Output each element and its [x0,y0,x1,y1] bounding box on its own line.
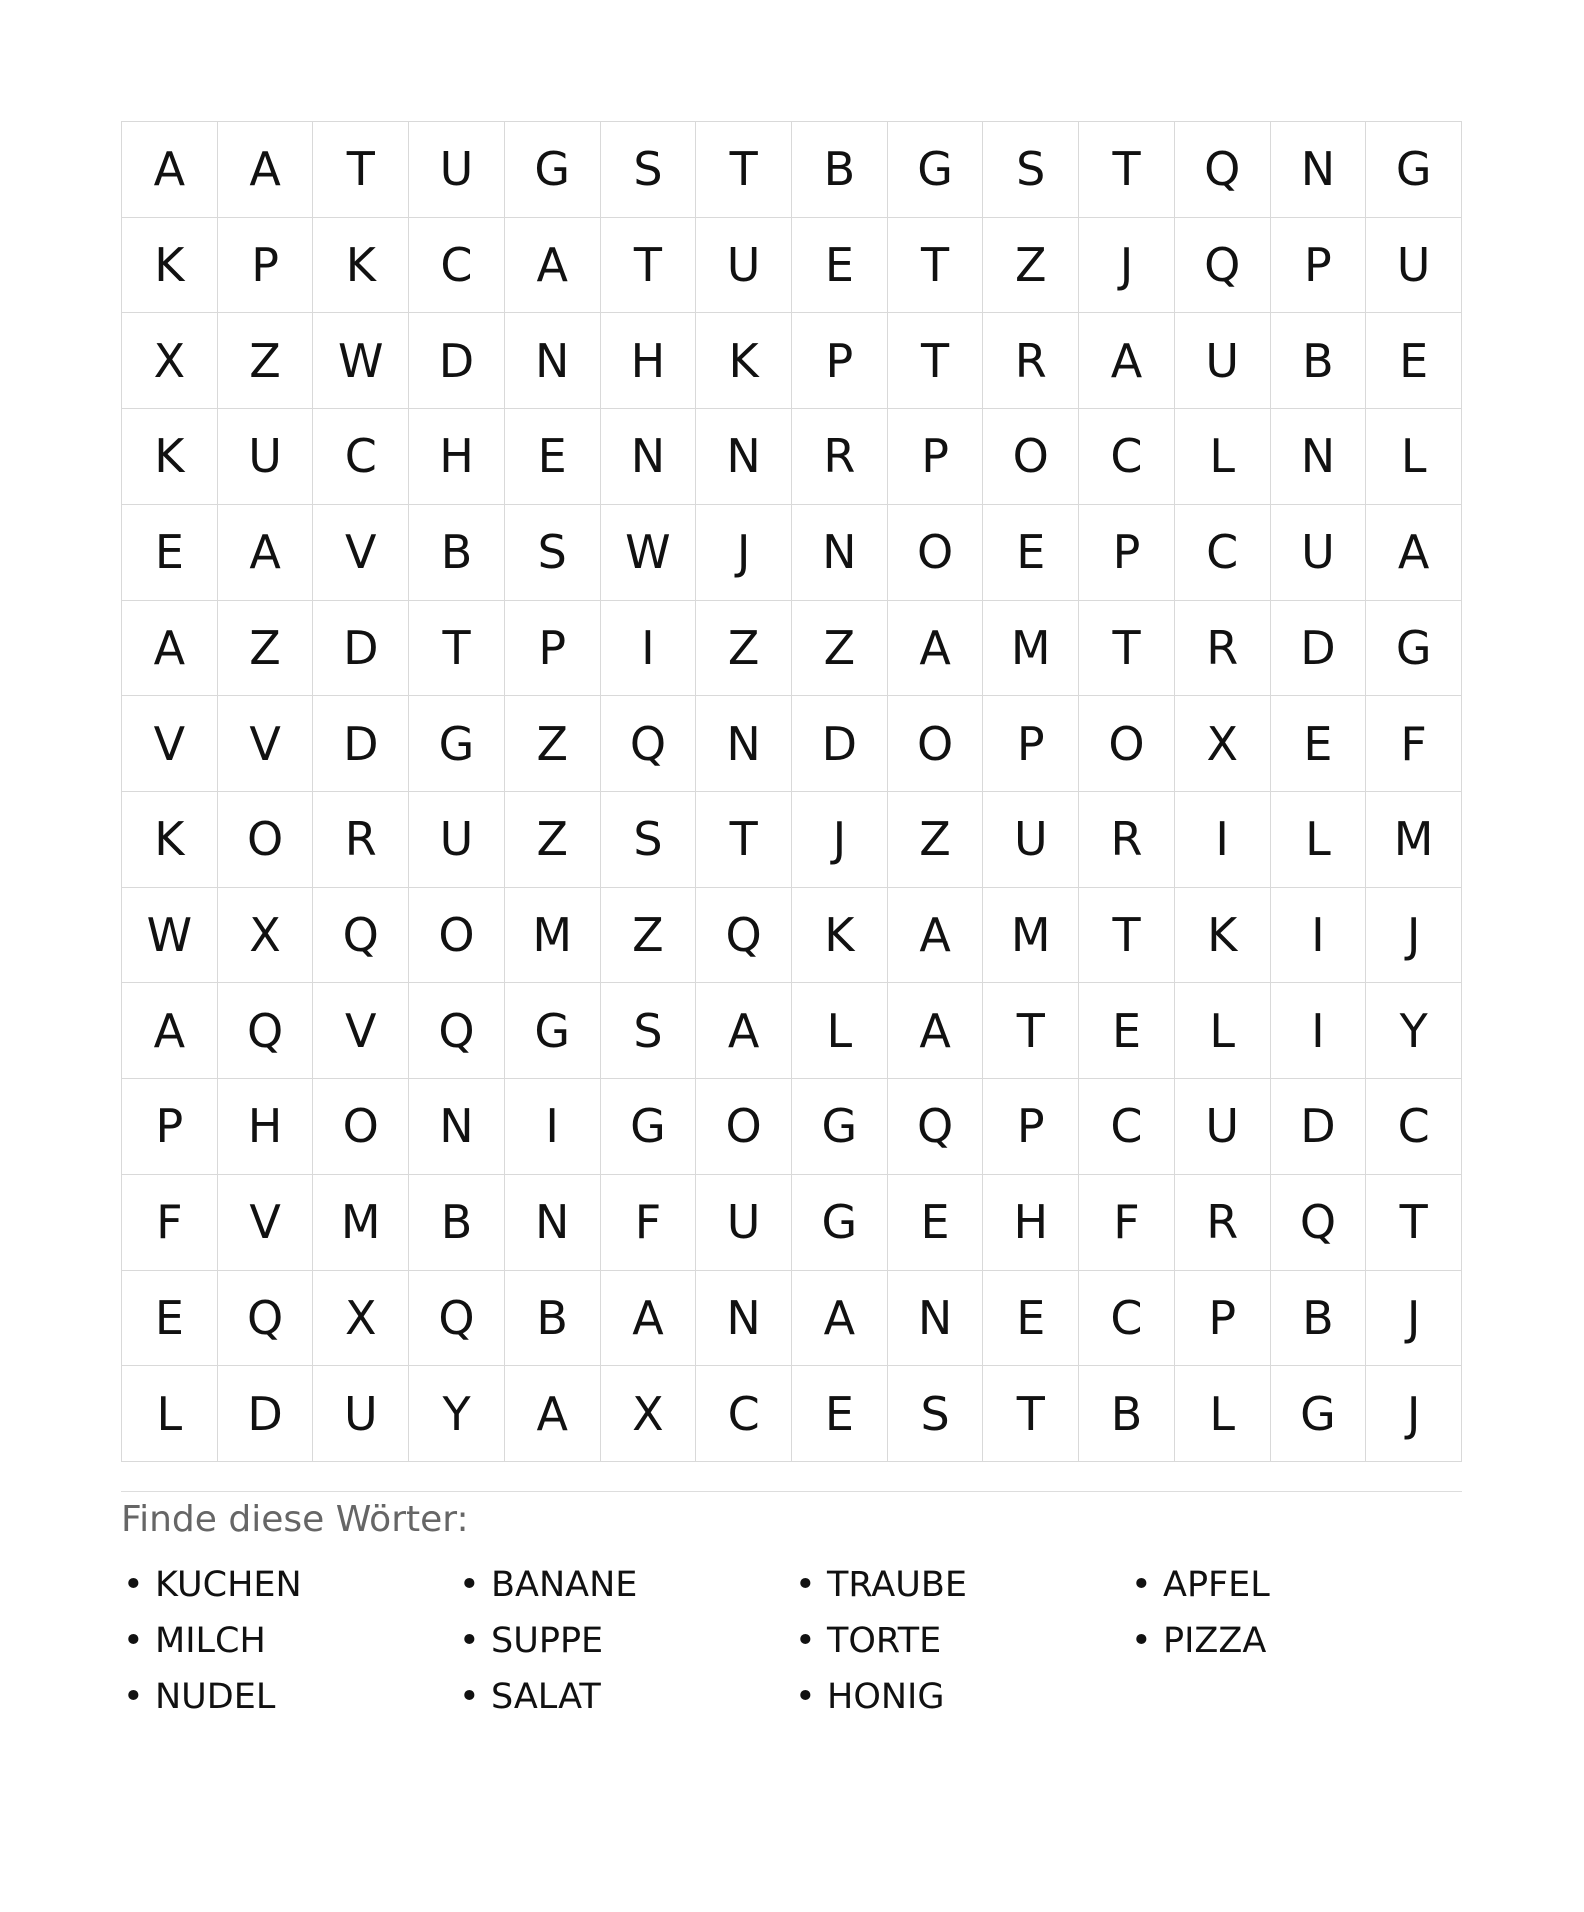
letter-cell[interactable]: K [313,218,409,314]
letter-cell[interactable]: Q [1175,122,1271,218]
word-label: SUPPE [491,1621,604,1661]
letter-cell[interactable]: Q [1271,1175,1367,1271]
letter-cell[interactable]: Z [505,792,601,888]
letter-cell[interactable]: V [313,505,409,601]
word-label: PIZZA [1163,1621,1267,1661]
letter-cell[interactable]: S [601,122,697,218]
letter-cell[interactable]: I [505,1079,601,1175]
letter-cell[interactable]: L [1366,409,1462,505]
letter-cell[interactable]: N [505,313,601,409]
word-list-item [793,1613,1129,1669]
letter-cell[interactable]: O [409,888,505,984]
letter-cell[interactable]: I [1271,983,1367,1079]
word-label: MILCH [155,1621,266,1661]
letter-cell[interactable]: Z [792,601,888,697]
word-label: KUCHEN [155,1565,302,1605]
letter-cell[interactable]: W [122,888,218,984]
letter-cell[interactable]: P [505,601,601,697]
letter-cell[interactable]: C [1366,1079,1462,1175]
letter-cell[interactable]: P [888,409,984,505]
letter-cell[interactable]: B [1271,313,1367,409]
bullet-icon: • [795,1621,816,1661]
letter-cell[interactable]: S [601,983,697,1079]
letter-cell[interactable]: P [122,1079,218,1175]
letter-cell[interactable]: K [1175,888,1271,984]
letter-cell[interactable]: N [792,505,888,601]
letter-cell[interactable]: G [409,696,505,792]
letter-cell[interactable]: A [888,888,984,984]
letter-cell[interactable]: E [792,218,888,314]
letter-cell[interactable]: N [601,409,697,505]
word-label: TRAUBE [827,1565,967,1605]
word-label: SALAT [491,1677,601,1717]
letter-cell[interactable]: D [1271,601,1367,697]
letter-cell[interactable]: M [505,888,601,984]
letter-cell[interactable]: A [1079,313,1175,409]
letter-cell[interactable]: H [218,1079,314,1175]
letter-cell[interactable]: C [1175,505,1271,601]
letter-cell[interactable]: R [1175,601,1271,697]
letter-cell[interactable]: V [313,983,409,1079]
letter-cell[interactable]: O [696,1079,792,1175]
letter-cell[interactable]: J [1366,1271,1462,1367]
letter-cell[interactable]: U [1271,505,1367,601]
letter-cell[interactable]: I [1271,888,1367,984]
word-label: BANANE [491,1565,638,1605]
letter-cell[interactable]: X [218,888,314,984]
letter-cell[interactable]: H [983,1175,1079,1271]
letter-cell[interactable]: U [696,1175,792,1271]
word-list-item [457,1557,793,1613]
letter-cell[interactable]: Z [696,601,792,697]
word-label: TORTE [827,1621,942,1661]
letter-cell[interactable]: K [122,218,218,314]
letter-cell[interactable]: E [983,505,1079,601]
letter-cell[interactable]: I [1175,792,1271,888]
letter-cell[interactable]: T [601,218,697,314]
word-list-item [121,1613,457,1669]
letter-cell[interactable]: Y [1366,983,1462,1079]
letter-cell[interactable]: A [122,983,218,1079]
word-list-item [793,1557,1129,1613]
letter-cell[interactable]: L [122,1366,218,1462]
letter-cell[interactable]: B [1079,1366,1175,1462]
word-list-item [1129,1557,1465,1613]
bullet-icon: • [1131,1621,1152,1661]
letter-cell[interactable]: A [696,983,792,1079]
letter-cell[interactable]: K [122,409,218,505]
letter-cell[interactable]: P [983,1079,1079,1175]
letter-cell[interactable]: N [696,1271,792,1367]
letter-cell[interactable]: A [888,601,984,697]
letter-cell[interactable]: G [505,983,601,1079]
word-list-item [121,1557,457,1613]
bullet-icon: • [1131,1565,1152,1605]
divider [121,1491,1462,1492]
letter-cell[interactable]: A [218,122,314,218]
letter-cell[interactable]: T [888,218,984,314]
letter-cell[interactable]: U [1366,218,1462,314]
letter-cell[interactable]: G [1271,1366,1367,1462]
word-label: APFEL [1163,1565,1270,1605]
letter-cell[interactable]: U [696,218,792,314]
letter-cell[interactable]: D [409,313,505,409]
letter-cell[interactable]: X [601,1366,697,1462]
letter-cell[interactable]: U [218,409,314,505]
letter-cell[interactable]: U [1175,313,1271,409]
letter-cell[interactable]: N [696,696,792,792]
letter-cell[interactable]: G [792,1079,888,1175]
letter-cell[interactable]: J [792,792,888,888]
letter-cell[interactable]: J [1366,888,1462,984]
word-list [121,1557,1462,1725]
letter-cell[interactable]: D [218,1366,314,1462]
letter-cell[interactable]: M [313,1175,409,1271]
letter-cell[interactable]: J [1079,218,1175,314]
letter-cell[interactable]: N [409,1079,505,1175]
letter-cell[interactable]: E [983,1271,1079,1367]
letter-cell[interactable]: C [1079,1271,1175,1367]
letter-cell[interactable]: D [792,696,888,792]
letter-cell[interactable]: E [1079,983,1175,1079]
letter-cell[interactable]: W [313,313,409,409]
letter-cell[interactable]: P [218,218,314,314]
letter-cell[interactable]: E [1271,696,1367,792]
letter-cell[interactable]: X [313,1271,409,1367]
letter-cell[interactable]: F [1079,1175,1175,1271]
letter-cell[interactable]: Z [983,218,1079,314]
letter-cell[interactable]: O [888,505,984,601]
letter-cell[interactable]: X [1175,696,1271,792]
letter-cell[interactable]: K [792,888,888,984]
letter-cell[interactable]: B [409,505,505,601]
letter-cell[interactable]: Q [313,888,409,984]
letter-cell[interactable]: Q [218,983,314,1079]
letter-cell[interactable]: C [696,1366,792,1462]
letter-grid [121,121,1462,1462]
letter-cell[interactable]: N [1271,122,1367,218]
letter-cell[interactable]: F [122,1175,218,1271]
word-list-item [121,1669,457,1725]
letter-cell[interactable]: T [696,122,792,218]
letter-cell[interactable]: O [983,409,1079,505]
letter-cell[interactable]: T [983,1366,1079,1462]
letter-cell[interactable]: N [888,1271,984,1367]
letter-cell[interactable]: A [505,218,601,314]
word-list-heading: Finde diese Wörter: [121,1499,469,1540]
letter-cell[interactable]: T [409,601,505,697]
letter-cell[interactable]: R [792,409,888,505]
bullet-icon: • [459,1677,480,1717]
letter-cell[interactable]: P [1175,1271,1271,1367]
letter-cell[interactable]: C [1079,1079,1175,1175]
letter-cell[interactable]: J [696,505,792,601]
word-list-item [457,1669,793,1725]
letter-cell[interactable]: Q [409,983,505,1079]
letter-cell[interactable]: O [313,1079,409,1175]
letter-cell[interactable]: E [505,409,601,505]
letter-cell[interactable]: N [1271,409,1367,505]
letter-cell[interactable]: A [601,1271,697,1367]
letter-cell[interactable]: E [888,1175,984,1271]
letter-cell[interactable]: B [1271,1271,1367,1367]
letter-cell[interactable]: A [505,1366,601,1462]
letter-cell[interactable]: H [601,313,697,409]
letter-cell[interactable]: U [409,792,505,888]
word-list-item [1129,1613,1465,1669]
letter-cell[interactable]: C [313,409,409,505]
letter-cell[interactable]: J [1366,1366,1462,1462]
letter-cell[interactable]: T [313,122,409,218]
letter-cell[interactable]: A [122,122,218,218]
letter-cell[interactable]: Q [218,1271,314,1367]
letter-cell[interactable]: F [601,1175,697,1271]
letter-cell[interactable]: V [218,1175,314,1271]
letter-cell[interactable]: E [792,1366,888,1462]
letter-cell[interactable]: R [983,313,1079,409]
word-label: HONIG [827,1677,945,1717]
letter-cell[interactable]: L [1175,409,1271,505]
letter-cell[interactable]: G [888,122,984,218]
letter-cell[interactable]: S [505,505,601,601]
letter-cell[interactable]: Q [888,1079,984,1175]
letter-cell[interactable]: G [601,1079,697,1175]
letter-cell[interactable]: C [409,218,505,314]
bullet-icon: • [123,1621,144,1661]
bullet-icon: • [459,1621,480,1661]
letter-cell[interactable]: Y [409,1366,505,1462]
letter-cell[interactable]: S [983,122,1079,218]
bullet-icon: • [795,1565,816,1605]
letter-cell[interactable]: A [792,1271,888,1367]
letter-cell[interactable]: V [122,696,218,792]
letter-cell[interactable]: Q [696,888,792,984]
letter-cell[interactable]: M [1366,792,1462,888]
letter-cell[interactable]: S [888,1366,984,1462]
letter-cell[interactable]: C [1079,409,1175,505]
word-list-item [793,1669,1129,1725]
letter-cell[interactable]: Z [218,601,314,697]
letter-cell[interactable]: T [1366,1175,1462,1271]
letter-cell[interactable]: D [313,696,409,792]
letter-cell[interactable]: A [122,601,218,697]
letter-cell[interactable]: L [1175,983,1271,1079]
letter-cell[interactable]: Z [888,792,984,888]
letter-cell[interactable]: P [792,313,888,409]
letter-cell[interactable]: E [122,1271,218,1367]
letter-cell[interactable]: T [888,313,984,409]
letter-cell[interactable]: L [1271,792,1367,888]
letter-cell[interactable]: S [601,792,697,888]
letter-cell[interactable]: G [1366,122,1462,218]
letter-cell[interactable]: A [1366,505,1462,601]
letter-cell[interactable]: B [792,122,888,218]
letter-cell[interactable]: P [1271,218,1367,314]
letter-cell[interactable]: K [122,792,218,888]
letter-cell[interactable]: D [1271,1079,1367,1175]
letter-cell[interactable]: U [983,792,1079,888]
letter-cell[interactable]: T [1079,122,1175,218]
letter-cell[interactable]: P [983,696,1079,792]
letter-cell[interactable]: A [218,505,314,601]
letter-cell[interactable]: Q [1175,218,1271,314]
letter-cell[interactable]: B [409,1175,505,1271]
letter-cell[interactable]: O [1079,696,1175,792]
letter-cell[interactable]: G [792,1175,888,1271]
letter-cell[interactable]: O [888,696,984,792]
letter-cell[interactable]: Q [409,1271,505,1367]
letter-cell[interactable]: M [983,888,1079,984]
letter-cell[interactable]: T [983,983,1079,1079]
letter-cell[interactable]: R [1175,1175,1271,1271]
letter-cell[interactable]: E [122,505,218,601]
letter-cell[interactable]: T [696,792,792,888]
letter-cell[interactable]: N [696,409,792,505]
letter-cell[interactable]: F [1366,696,1462,792]
letter-cell[interactable]: L [1175,1366,1271,1462]
letter-cell[interactable]: W [601,505,697,601]
letter-cell[interactable]: V [218,696,314,792]
letter-cell[interactable]: H [409,409,505,505]
letter-cell[interactable]: T [1079,888,1175,984]
letter-cell[interactable]: U [1175,1079,1271,1175]
word-list-item [457,1613,793,1669]
letter-cell[interactable]: D [313,601,409,697]
letter-cell[interactable]: U [313,1366,409,1462]
letter-cell[interactable]: Z [505,696,601,792]
letter-cell[interactable]: T [1079,601,1175,697]
letter-cell[interactable]: U [409,122,505,218]
letter-cell[interactable]: G [1366,601,1462,697]
bullet-icon: • [123,1677,144,1717]
letter-cell[interactable]: K [696,313,792,409]
letter-cell[interactable]: O [218,792,314,888]
letter-cell[interactable]: G [505,122,601,218]
letter-cell[interactable]: I [601,601,697,697]
bullet-icon: • [795,1677,816,1717]
letter-cell[interactable]: R [313,792,409,888]
letter-cell[interactable]: P [1079,505,1175,601]
letter-cell[interactable]: N [505,1175,601,1271]
letter-cell[interactable]: E [1366,313,1462,409]
word-label: NUDEL [155,1677,276,1717]
letter-cell[interactable]: L [792,983,888,1079]
letter-cell[interactable]: Z [218,313,314,409]
letter-cell[interactable]: R [1079,792,1175,888]
letter-cell[interactable]: A [888,983,984,1079]
letter-cell[interactable]: Z [601,888,697,984]
letter-cell[interactable]: Q [601,696,697,792]
bullet-icon: • [459,1565,480,1605]
bullet-icon: • [123,1565,144,1605]
letter-cell[interactable]: M [983,601,1079,697]
letter-cell[interactable]: X [122,313,218,409]
letter-cell[interactable]: B [505,1271,601,1367]
